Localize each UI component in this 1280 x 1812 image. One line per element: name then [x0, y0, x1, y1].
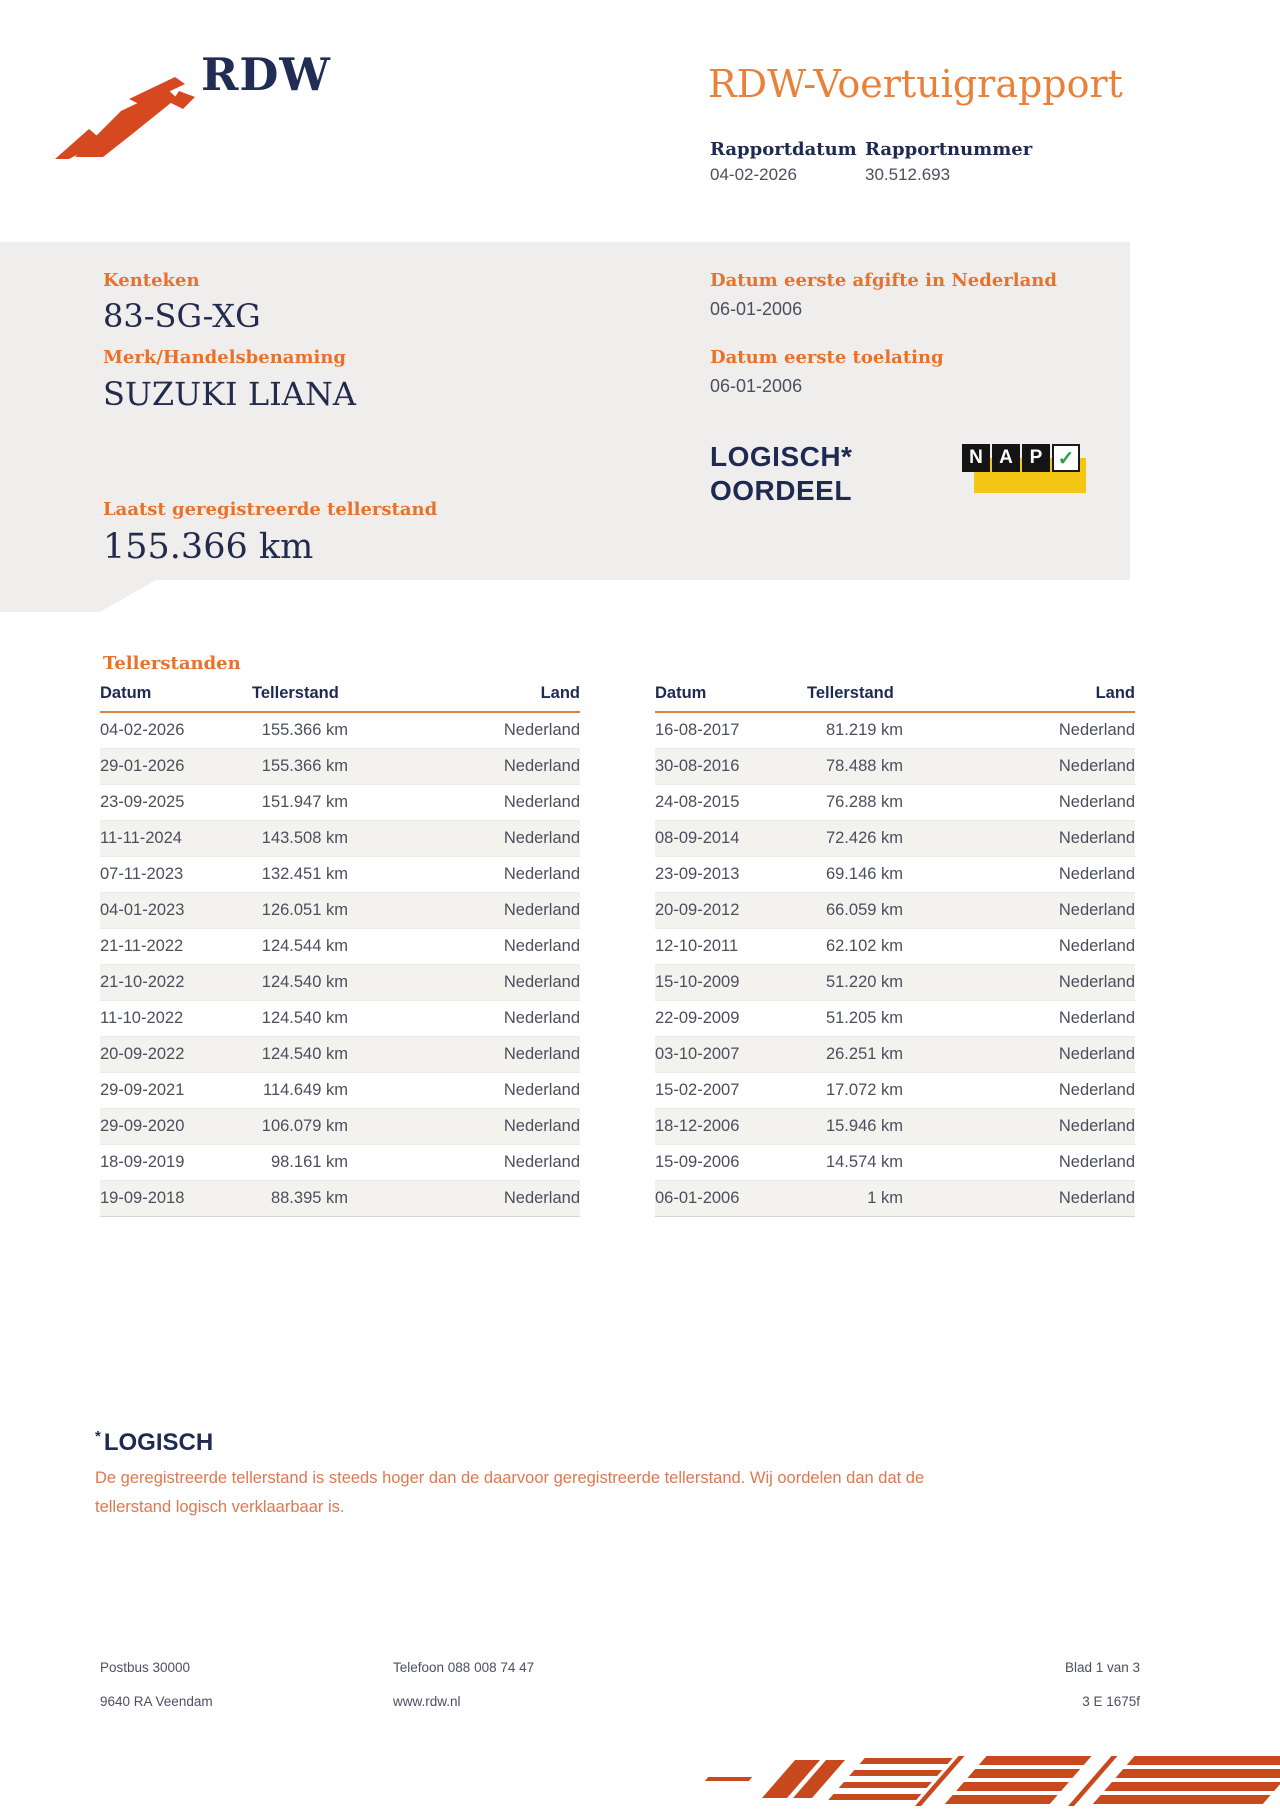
- cell-tellerstand: 151.947 km: [261, 793, 348, 811]
- cell-datum: 22-09-2009: [655, 1009, 740, 1027]
- cell-land: Nederland: [1058, 829, 1135, 847]
- cell-tellerstand: 76.288 km: [825, 793, 903, 811]
- nap-logo: [962, 444, 1088, 494]
- cell-land: Nederland: [1058, 901, 1135, 919]
- cell-tellerstand: 15.946 km: [825, 1117, 903, 1135]
- header-land: Land: [540, 684, 580, 702]
- table-row: [100, 821, 580, 857]
- cell-tellerstand: 14.574 km: [825, 1153, 903, 1171]
- table-row: [655, 1001, 1135, 1037]
- cell-tellerstand: 126.051 km: [261, 901, 348, 919]
- tellerstanden-section-title: Tellerstanden: [103, 653, 241, 674]
- cell-tellerstand: 26.251 km: [825, 1045, 903, 1063]
- merk-value: SUZUKI LIANA: [103, 375, 356, 413]
- cell-datum: 15-02-2007: [655, 1081, 740, 1099]
- cell-tellerstand: 88.395 km: [270, 1189, 348, 1207]
- table-row: [655, 1073, 1135, 1109]
- cell-land: Nederland: [1058, 721, 1135, 739]
- cell-datum: 11-10-2022: [100, 1009, 184, 1027]
- cell-datum: 29-01-2026: [100, 757, 185, 775]
- report-number-label: Rapportnummer: [865, 139, 1033, 160]
- table-row: [100, 1145, 580, 1181]
- cell-tellerstand: 155.366 km: [261, 757, 348, 775]
- oordeel-verdict: [710, 440, 852, 508]
- cell-land: Nederland: [503, 1081, 580, 1099]
- table-row: [100, 749, 580, 785]
- footer-phone: Telefoon 088 008 74 47: [393, 1660, 535, 1675]
- table-row: [655, 1145, 1135, 1181]
- nap-check-icon: ✓: [1052, 444, 1080, 472]
- cell-datum: 18-09-2019: [100, 1153, 185, 1171]
- footer-page-number: Blad 1 van 3: [1064, 1660, 1140, 1675]
- nap-letter-p: P: [1022, 444, 1050, 472]
- cell-tellerstand: 81.219 km: [825, 721, 903, 739]
- cell-tellerstand: 17.072 km: [825, 1081, 903, 1099]
- cell-land: Nederland: [503, 721, 580, 739]
- table-row: [100, 785, 580, 821]
- footer-postbus: Postbus 30000: [100, 1660, 191, 1675]
- cell-tellerstand: 124.540 km: [261, 1045, 348, 1063]
- cell-land: Nederland: [1058, 793, 1135, 811]
- cell-land: Nederland: [503, 1009, 580, 1027]
- cell-land: Nederland: [1058, 937, 1135, 955]
- table-row: [655, 749, 1135, 785]
- laatste-tellerstand-label: Laatst geregistreerde tellerstand: [103, 499, 438, 520]
- cell-datum: 30-08-2016: [655, 757, 740, 775]
- cell-datum: 23-09-2025: [100, 793, 185, 811]
- table-row: [100, 1073, 580, 1109]
- cell-tellerstand: 106.079 km: [261, 1117, 348, 1135]
- table-row: [655, 1037, 1135, 1073]
- oordeel-line1: LOGISCH*: [710, 441, 853, 472]
- table-row: [655, 965, 1135, 1001]
- cell-land: Nederland: [1058, 1117, 1135, 1135]
- cell-datum: 19-09-2018: [100, 1189, 185, 1207]
- cell-land: Nederland: [1058, 757, 1135, 775]
- cell-tellerstand: 143.508 km: [261, 829, 348, 847]
- footnote-line2: tellerstand logisch verklaarbaar is.: [95, 1498, 345, 1516]
- rdw-logo-feather-icon: [55, 70, 195, 162]
- table-row: [655, 1181, 1135, 1217]
- cell-datum: 21-11-2022: [100, 937, 184, 955]
- cell-land: Nederland: [503, 1189, 580, 1207]
- table-header-row: [655, 684, 1135, 713]
- cell-land: Nederland: [1058, 1081, 1135, 1099]
- cell-tellerstand: 124.540 km: [261, 973, 348, 991]
- cell-datum: 11-11-2024: [100, 829, 182, 847]
- cell-datum: 29-09-2020: [100, 1117, 185, 1135]
- cell-datum: 15-09-2006: [655, 1153, 740, 1171]
- cell-land: Nederland: [503, 901, 580, 919]
- cell-land: Nederland: [503, 1117, 580, 1135]
- cell-datum: 23-09-2013: [655, 865, 740, 883]
- cell-land: Nederland: [503, 1153, 580, 1171]
- report-date-label: Rapportdatum: [710, 139, 857, 160]
- cell-datum: 04-02-2026: [100, 721, 185, 739]
- footnote-line1: De geregistreerde tellerstand is steeds hoger dan de daarvoor geregistreerde tellerstand. Wij oordelen dan dat de: [95, 1469, 925, 1487]
- cell-datum: 07-11-2023: [100, 865, 184, 883]
- cell-datum: 03-10-2007: [655, 1045, 740, 1063]
- header-tellerstand: Tellerstand: [807, 684, 894, 702]
- cell-tellerstand: 124.540 km: [261, 1009, 348, 1027]
- cell-datum: 21-10-2022: [100, 973, 185, 991]
- footer-city: 9640 RA Veendam: [100, 1694, 213, 1709]
- cell-datum: 15-10-2009: [655, 973, 740, 991]
- rdw-speedlines-icon: [700, 1752, 1280, 1810]
- header-tellerstand: Tellerstand: [252, 684, 339, 702]
- cell-datum: 20-09-2022: [100, 1045, 185, 1063]
- footnote-asterisk: *: [95, 1428, 101, 1445]
- cell-datum: 24-08-2015: [655, 793, 740, 811]
- cell-tellerstand: 98.161 km: [270, 1153, 348, 1171]
- header-datum: Datum: [655, 684, 707, 702]
- cell-land: Nederland: [503, 973, 580, 991]
- cell-land: Nederland: [1058, 865, 1135, 883]
- cell-tellerstand: 69.146 km: [825, 865, 903, 883]
- panel-corner-tab: [0, 580, 156, 612]
- cell-tellerstand: 124.544 km: [261, 937, 348, 955]
- header-land: Land: [1095, 684, 1135, 702]
- header-datum: Datum: [100, 684, 152, 702]
- table-row: [100, 929, 580, 965]
- cell-datum: 08-09-2014: [655, 829, 740, 847]
- cell-land: Nederland: [1058, 1153, 1135, 1171]
- cell-datum: 29-09-2021: [100, 1081, 185, 1099]
- cell-datum: 18-12-2006: [655, 1117, 740, 1135]
- page-title: RDW-Voertuigrapport: [708, 62, 1123, 106]
- table-row: [655, 893, 1135, 929]
- merk-label: Merk/Handelsbenaming: [103, 347, 347, 368]
- nap-letter-n: N: [962, 444, 990, 472]
- footer-website: www.rdw.nl: [393, 1694, 461, 1709]
- oordeel-line2: OORDEEL: [710, 475, 852, 506]
- report-number-value: 30.512.693: [865, 165, 951, 184]
- cell-tellerstand: 72.426 km: [825, 829, 903, 847]
- cell-datum: 06-01-2006: [655, 1189, 740, 1207]
- cell-datum: 20-09-2012: [655, 901, 740, 919]
- cell-tellerstand: 1 km: [867, 1189, 903, 1207]
- cell-land: Nederland: [503, 793, 580, 811]
- cell-land: Nederland: [503, 937, 580, 955]
- rdw-logo-wordmark: RDW: [201, 48, 331, 101]
- footnote-title-text: LOGISCH: [103, 1429, 214, 1456]
- tellerstanden-table-left: [100, 684, 580, 1217]
- cell-land: Nederland: [1058, 1009, 1135, 1027]
- cell-tellerstand: 51.205 km: [825, 1009, 903, 1027]
- table-row: [655, 713, 1135, 749]
- table-row: [100, 1109, 580, 1145]
- cell-land: Nederland: [503, 1045, 580, 1063]
- cell-tellerstand: 132.451 km: [261, 865, 348, 883]
- afgifte-label: Datum eerste afgifte in Nederland: [710, 270, 1057, 291]
- table-header-row: [100, 684, 580, 713]
- cell-datum: 16-08-2017: [655, 721, 740, 739]
- table-row: [655, 857, 1135, 893]
- cell-land: Nederland: [503, 865, 580, 883]
- kenteken-label: Kenteken: [103, 270, 200, 291]
- nap-letter-a: A: [992, 444, 1020, 472]
- cell-tellerstand: 51.220 km: [825, 973, 903, 991]
- cell-tellerstand: 66.059 km: [825, 901, 903, 919]
- table-row: [655, 1109, 1135, 1145]
- cell-datum: 04-01-2023: [100, 901, 185, 919]
- table-row: [100, 713, 580, 749]
- cell-land: Nederland: [503, 757, 580, 775]
- cell-tellerstand: 155.366 km: [261, 721, 348, 739]
- cell-datum: 12-10-2011: [655, 937, 739, 955]
- table-row: [100, 893, 580, 929]
- cell-tellerstand: 78.488 km: [825, 757, 903, 775]
- footnote-title: [95, 1428, 213, 1457]
- footer-form-code: 3 E 1675f: [1082, 1694, 1140, 1709]
- tellerstanden-table-right: [655, 684, 1135, 1217]
- cell-land: Nederland: [1058, 1189, 1135, 1207]
- kenteken-value: 83-SG-XG: [103, 297, 261, 335]
- table-row: [655, 785, 1135, 821]
- cell-land: Nederland: [1058, 1045, 1135, 1063]
- report-date-value: 04-02-2026: [710, 165, 797, 184]
- table-row: [100, 857, 580, 893]
- table-row: [655, 929, 1135, 965]
- table-row: [100, 1181, 580, 1217]
- cell-land: Nederland: [503, 829, 580, 847]
- toelating-label: Datum eerste toelating: [710, 347, 944, 368]
- table-row: [100, 1001, 580, 1037]
- table-row: [655, 821, 1135, 857]
- cell-tellerstand: 114.649 km: [263, 1081, 348, 1099]
- cell-tellerstand: 62.102 km: [825, 937, 903, 955]
- cell-land: Nederland: [1058, 973, 1135, 991]
- table-row: [100, 965, 580, 1001]
- toelating-value: 06-01-2006: [710, 376, 803, 396]
- footnote-text: [95, 1464, 924, 1522]
- afgifte-value: 06-01-2006: [710, 299, 803, 319]
- table-row: [100, 1037, 580, 1073]
- laatste-tellerstand-value: 155.366 km: [103, 527, 314, 567]
